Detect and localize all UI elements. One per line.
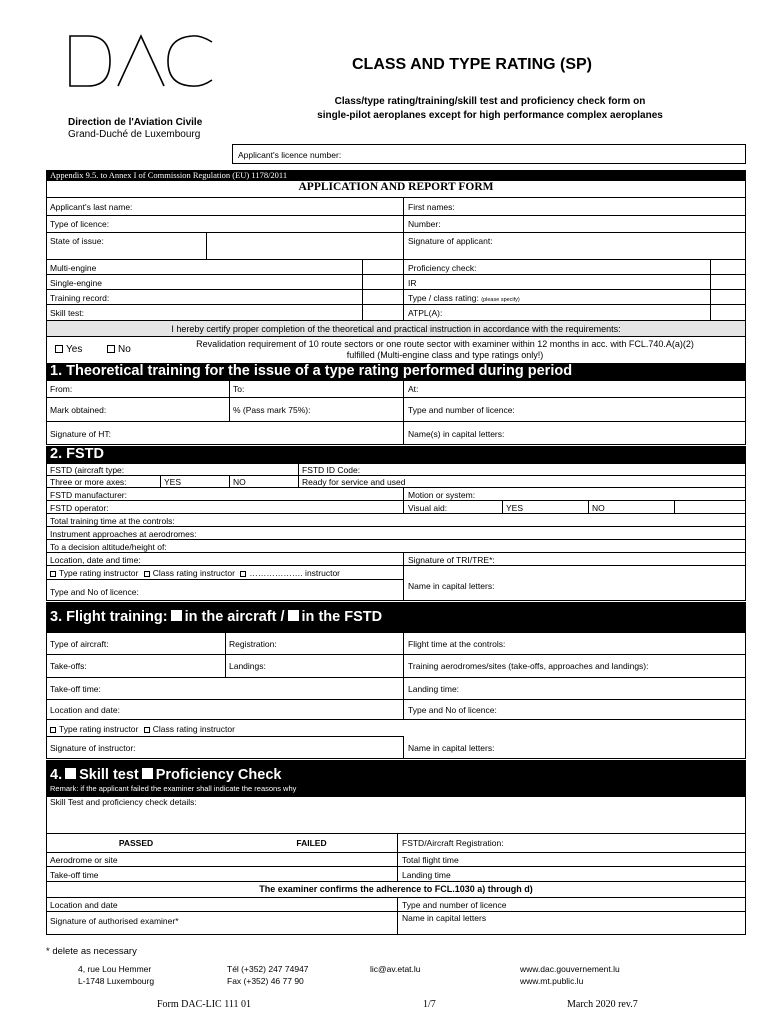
type-instructor-checkbox[interactable]: Type rating instructor (50, 568, 138, 578)
takeoff-time-label: Take-off time: (50, 684, 101, 694)
single-engine-label: Single-engine (50, 278, 102, 288)
section-3-title-fstd: in the FSTD (301, 609, 383, 625)
visual-yes-label: YES (506, 503, 524, 513)
section-2-title: 2. FSTD (50, 446, 104, 462)
takeoff-time-label: Take-off time (50, 870, 99, 880)
email-link[interactable]: lic@av.etat.lu (370, 964, 421, 974)
org-country: Grand-Duché de Luxembourg (68, 129, 201, 140)
yes-checkbox[interactable]: Yes (55, 344, 82, 355)
licence-type-number-label: Type and number of licence: (408, 405, 515, 415)
page-number: 1/7 (423, 999, 436, 1010)
appendix-text: Appendix 9.5. to Annex I of Commission Regulation (EU) 1178/2011 (50, 170, 288, 180)
from-label: From: (50, 384, 73, 394)
examiner-confirmation: The examiner confirms the adherence to FCL.1030 a) through d) (259, 884, 533, 894)
address-line-1: 4, rue Lou Hemmer (78, 964, 152, 974)
section-2-header (46, 446, 746, 463)
section-4-title: 4. Skill test Proficiency Check (50, 767, 282, 783)
ht-signature-label: Signature of HT: (50, 429, 111, 439)
section-3-title-prefix: 3. Flight training: (50, 609, 168, 625)
name-capitals-label: Name in capital letters: (408, 581, 495, 591)
decision-altitude-label: To a decision altitude/height of: (50, 542, 167, 552)
aircraft-type-label: Type of aircraft: (50, 639, 109, 649)
certify-text: I hereby certify proper completion of the theoretical and practical instruction in accordance with the requirements: (171, 324, 621, 334)
section-4-header (46, 760, 746, 796)
revision-date: March 2020 rev.7 (567, 999, 638, 1010)
at-label: At: (408, 384, 419, 394)
skill-test-label: Skill test: (50, 308, 85, 318)
failed-label: FAILED (296, 838, 327, 848)
section-4-remark: Remark: if the applicant failed the examiner shall indicate the reasons why (50, 784, 297, 793)
state-of-issue-label: State of issue: (50, 236, 104, 246)
section-1-header (46, 363, 746, 380)
rating-type-label: Type / class rating: (please specify) (408, 293, 520, 303)
fax-number: Fax (+352) 46 77 90 (227, 976, 304, 986)
instructor-options (50, 724, 235, 734)
fstd-operator-label: FSTD operator: (50, 503, 109, 513)
licence-type-no-label: Type and No of licence: (50, 587, 139, 597)
aerodrome-label: Aerodrome or site (50, 855, 118, 865)
three-axes-label: Three or more axes: (50, 477, 127, 487)
visual-aid-label: Visual aid: (408, 503, 448, 513)
licence-type-number-label: Type and number of licence (402, 900, 507, 910)
multi-engine-label: Multi-engine (50, 263, 97, 273)
name-capitals-label: Name in capital letters (402, 913, 487, 923)
landing-time-label: Landing time: (408, 684, 460, 694)
number-label: Number: (408, 219, 441, 229)
fstd-manufacturer-label: FSTD manufacturer: (50, 490, 127, 500)
axes-yes-label: YES (164, 477, 182, 487)
checkbox-aircraft-icon[interactable] (171, 610, 182, 621)
form-number: Form DAC-LIC 111 01 (157, 999, 251, 1010)
landing-time-label: Landing time (402, 870, 451, 880)
website-link-1[interactable]: www.dac.gouvernement.lu (520, 964, 620, 974)
website-link-2[interactable]: www.mt.public.lu (520, 976, 584, 986)
instrument-approaches-label: Instrument approaches at aerodromes: (50, 529, 197, 539)
first-names-label: First names: (408, 202, 455, 212)
section-3-header (46, 602, 746, 632)
training-aerodromes-label: Training aerodromes/sites (take-offs, approaches and landings): (408, 661, 649, 671)
mark-label: Mark obtained: (50, 405, 107, 415)
pass-mark-label: % (Pass mark 75%): (233, 405, 311, 415)
address-line-2: L-1748 Luxembourg (78, 976, 155, 986)
checkbox-proficiency-icon[interactable] (142, 768, 153, 779)
motion-system-label: Motion or system: (408, 490, 476, 500)
total-flight-time-label: Total flight time (402, 855, 459, 865)
total-training-time-label: Total training time at the controls: (50, 516, 175, 526)
revalidation-line-1: Revalidation requirement of 10 route sectors or one route sector with examiner within 12 months in acc. with FCL.740.A(a)(2) (196, 339, 694, 349)
fstd-aircraft-type-label: FSTD (aircraft type: (50, 465, 125, 475)
atpl-label: ATPL(A): (408, 308, 443, 318)
skill-test-details-label: Skill Test and proficiency check details: (50, 797, 197, 807)
location-date-label: Location and date (50, 900, 118, 910)
ir-label: IR (408, 278, 417, 288)
takeoffs-label: Take-offs: (50, 661, 87, 671)
ready-for-service-label: Ready for service and used (302, 477, 406, 487)
delete-note: * delete as necessary (46, 946, 137, 957)
axes-no-label: NO (233, 477, 246, 487)
other-instructor-checkbox[interactable]: ………………. instructor (240, 568, 340, 578)
dac-logo (66, 32, 216, 90)
rating-type-note: (please specify) (481, 297, 520, 303)
applicant-signature-label: Signature of applicant: (408, 236, 493, 246)
examiner-signature-label: Signature of authorised examiner* (50, 916, 179, 926)
instructor-signature-label: Signature of instructor: (50, 743, 136, 753)
section-3-title-aircraft: in the aircraft / (184, 609, 285, 625)
licence-type-label: Type of licence: (50, 219, 110, 229)
checkbox-fstd-icon[interactable] (288, 610, 299, 621)
location-date-time-label: Location, date and time: (50, 555, 141, 565)
last-name-label: Applicant's last name: (50, 202, 133, 212)
form-heading: APPLICATION AND REPORT FORM (298, 181, 494, 193)
to-label: To: (233, 384, 245, 394)
section-1-table (46, 380, 746, 445)
fstd-id-code-label: FSTD ID Code: (302, 465, 361, 475)
phone-number: Tél (+352) 247 74947 (227, 964, 309, 974)
licence-number-label: Applicant's licence number: (238, 150, 342, 160)
landings-label: Landings: (229, 661, 266, 671)
registration-label: Registration: (229, 639, 277, 649)
training-record-label: Training record: (50, 293, 110, 303)
revalidation-line-2: fulfilled (Multi-engine class and type ratings only!) (346, 350, 544, 360)
type-instructor-checkbox[interactable]: Type rating instructor (50, 724, 138, 734)
visual-no-label: NO (592, 503, 605, 513)
fstd-registration-label: FSTD/Aircraft Registration: (402, 838, 504, 848)
location-date-label: Location and date: (50, 705, 120, 715)
no-checkbox[interactable]: No (107, 344, 131, 355)
org-name: Direction de l'Aviation Civile (68, 117, 203, 128)
tri-tre-signature-label: Signature of TRI/TRE*: (408, 555, 495, 565)
appendix-bar (46, 170, 746, 180)
instructor-options (50, 568, 340, 578)
subtitle-line-1: Class/type rating/training/skill test and proficiency check form on (334, 96, 646, 107)
section-1-title: 1. Theoretical training for the issue of a type rating performed during period (50, 363, 573, 379)
licence-type-no-label: Type and No of licence: (408, 705, 497, 715)
page-title: CLASS AND TYPE RATING (SP) (352, 56, 593, 73)
flight-time-label: Flight time at the controls: (408, 639, 506, 649)
subtitle-line-2: single-pilot aeroplanes except for high performance complex aeroplanes (317, 110, 663, 121)
proficiency-check-label: Proficiency check: (408, 263, 477, 273)
class-instructor-checkbox[interactable]: Class rating instructor (144, 568, 235, 578)
name-capitals-label: Name in capital letters: (408, 743, 495, 753)
section-3-table (46, 632, 746, 759)
passed-label: PASSED (118, 838, 154, 848)
licence-number-field[interactable] (232, 144, 746, 164)
class-instructor-checkbox[interactable]: Class rating instructor (144, 724, 235, 734)
names-capitals-label: Name(s) in capital letters: (408, 429, 505, 439)
checkbox-skill-test-icon[interactable] (65, 768, 76, 779)
